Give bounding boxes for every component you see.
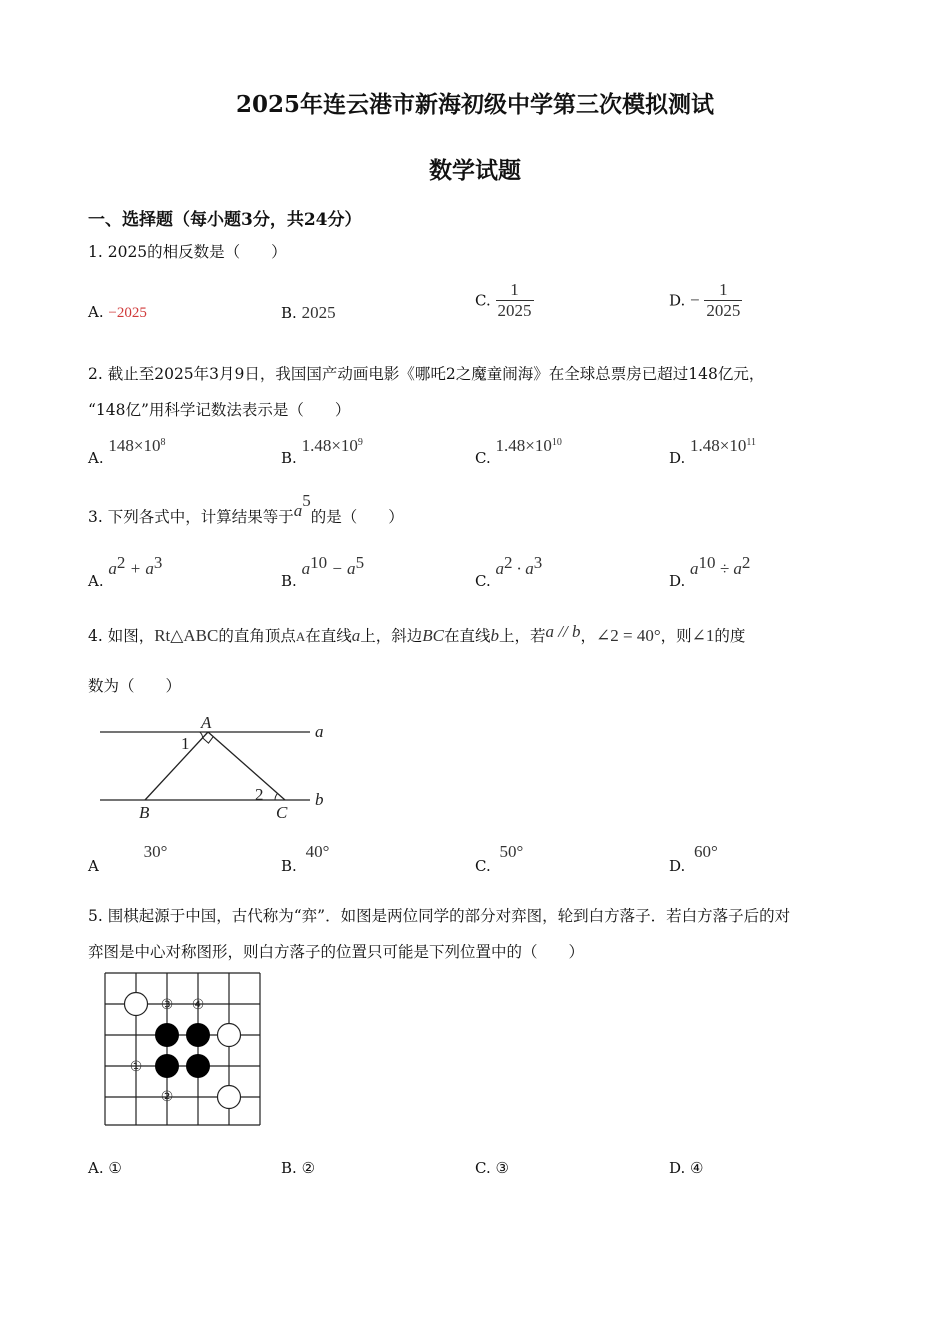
section-heading: 一、选择题（每小题3分，共24分） (88, 210, 362, 230)
denominator: 2025 (706, 301, 741, 320)
parallel-condition: a // b (545, 622, 581, 641)
text: ， (580, 627, 596, 645)
label-A: A (201, 713, 212, 732)
page-subtitle: 数学试题 (429, 157, 521, 184)
q2-option-a-base: 148×10 (108, 436, 161, 455)
q2-option-a (88, 436, 166, 467)
q5-option-b (281, 1159, 315, 1177)
line-b: b (490, 626, 499, 645)
q5-option-b-value: ② (301, 1159, 316, 1177)
black-stone (155, 1054, 179, 1078)
q4-option-b-value: 40° (305, 842, 330, 861)
page-title: 2025年连云港市新海初级中学第三次模拟测试 (235, 91, 714, 118)
option-label: A (88, 857, 99, 875)
q2-option-c-exp: 10 (551, 437, 562, 448)
expr-var: + a (125, 559, 154, 578)
question-3-stem (88, 491, 404, 528)
question-1-stem: 1. 2025的相反数是（ ） (88, 243, 287, 261)
q2-option-d (669, 436, 757, 467)
q3-option-c (475, 553, 543, 590)
option-label: C. (475, 291, 491, 310)
q4-option-c (475, 842, 524, 875)
question-4-line1 (88, 622, 746, 648)
line-a: a (351, 626, 361, 645)
angle-1: ∠1 (691, 626, 715, 645)
option-label: B. (281, 1159, 297, 1177)
q4-option-d (669, 842, 718, 875)
label-angle-2: 2 (255, 785, 264, 804)
angle-1-arc (200, 732, 203, 738)
q2-option-b-base: 1.48×10 (301, 436, 358, 455)
text: 在直线 (305, 627, 352, 645)
q2-option-b-exp: 9 (357, 437, 363, 448)
question-2-line1: 2. 截止至2025年3月9日，我国国产动画电影《哪吒2之魔童闹海》在全球总票房已超过148亿元， (88, 365, 765, 383)
expr-var: a (301, 559, 311, 578)
q3-stem-exp: 5 (302, 491, 311, 510)
expr-var: ÷ a (715, 559, 742, 578)
white-stone (218, 1086, 241, 1109)
q4-option-d-value: 60° (694, 842, 718, 861)
numerator: 1 (510, 280, 519, 299)
q1-option-b (281, 303, 336, 323)
expr-var: a (108, 559, 117, 578)
option-label: C. (475, 449, 491, 467)
q1-option-c (475, 280, 534, 321)
question-5-line2: 弈图是中心对称图形，则白方落子的位置只可能是下列位置中的（ ） (88, 943, 585, 961)
option-label: A. (88, 572, 104, 590)
board-mark-1: ① (129, 1059, 143, 1075)
option-label: D. (669, 449, 686, 467)
white-stone (218, 1024, 241, 1047)
text: 的直角顶点 (218, 627, 296, 645)
option-label: B. (281, 304, 297, 322)
expr-exp: 2 (504, 553, 513, 572)
q5-option-a-value: ① (108, 1159, 122, 1177)
label-C: C (276, 803, 288, 822)
q3-option-b (281, 553, 365, 590)
denominator: 2025 (497, 301, 532, 320)
option-label: D. (669, 857, 686, 875)
q4-option-a-value: 30° (143, 842, 168, 861)
q5-option-d-value: ④ (690, 1159, 704, 1177)
black-stone (155, 1023, 179, 1047)
board-mark-3: ③ (160, 997, 174, 1013)
option-label: D. (669, 572, 686, 590)
text: 上，若 (499, 627, 546, 645)
expr-exp: 2 (741, 553, 751, 572)
expr-var: a (495, 559, 504, 578)
label-line-b: b (315, 790, 324, 809)
q2-option-c (475, 436, 562, 467)
q2-option-c-base: 1.48×10 (495, 436, 552, 455)
text: 在直线 (443, 627, 491, 645)
q4-option-a (88, 842, 168, 875)
q1-option-c-fraction (496, 280, 534, 321)
option-label: A. (88, 1159, 104, 1177)
text: ，则 (660, 627, 692, 645)
numerator: 1 (719, 280, 728, 299)
q4-option-b (281, 842, 330, 875)
text: 上，斜边 (360, 627, 423, 645)
option-label: D. (669, 1159, 686, 1177)
q5-option-c (475, 1159, 509, 1177)
option-label: D. (669, 291, 686, 310)
expr-exp: 10 (698, 553, 716, 572)
expr-exp: 3 (533, 553, 543, 572)
q2-option-b (281, 436, 363, 467)
triangle-name: Rt△ABC (154, 626, 219, 645)
side-bc: BC (422, 626, 444, 645)
q1-option-d (669, 280, 742, 321)
option-label: C. (475, 857, 491, 875)
expr-exp: 10 (310, 553, 328, 572)
q1-option-b-value: 2025 (301, 303, 336, 322)
vertex-a: A (295, 629, 306, 644)
expr-exp: 3 (153, 553, 163, 572)
board-mark-4: ④ (191, 997, 205, 1013)
option-label: B. (281, 449, 297, 467)
question-4-line2: 数为（ ） (88, 677, 182, 695)
q5-go-board-figure (100, 968, 265, 1130)
q3-stem-pre: 3. 下列各式中，计算结果等于 (88, 508, 294, 527)
q3-option-d (669, 553, 751, 590)
q5-option-c-value: ③ (495, 1159, 509, 1177)
q1-option-a-value: −2025 (108, 305, 147, 321)
black-stone (186, 1023, 210, 1047)
q3-stem-post: 的是（ ） (310, 508, 404, 527)
side-ab (145, 732, 208, 800)
q4-option-c-value: 50° (499, 842, 524, 861)
angle-2-arc (275, 793, 278, 800)
angle-2-value: ∠2 = 40° (595, 626, 661, 645)
expr-var: a (690, 559, 699, 578)
q2-option-d-exp: 11 (746, 437, 757, 448)
label-B: B (139, 803, 150, 822)
expr-var: · a (512, 559, 534, 578)
option-label: A. (88, 449, 104, 467)
board-mark-2: ② (160, 1089, 174, 1105)
q1-option-d-fraction (704, 280, 742, 321)
expr-exp: 5 (355, 553, 365, 572)
expr-var: − a (327, 559, 356, 578)
option-label: B. (281, 572, 297, 590)
q2-option-d-base: 1.48×10 (690, 436, 747, 455)
black-stone (186, 1054, 210, 1078)
label-angle-1: 1 (181, 734, 190, 753)
q3-option-a (88, 553, 163, 590)
option-label: C. (475, 572, 491, 590)
right-angle-mark (203, 737, 214, 744)
option-label: C. (475, 1159, 491, 1177)
question-2-line2: “148亿”用科学记数法表示是（ ） (88, 401, 351, 419)
question-5-line1: 5. 围棋起源于中国，古代称为“弈”．如图是两位同学的部分对弈图，轮到白方落子．若白方落子后的对 (88, 907, 791, 925)
option-label: B. (281, 857, 297, 875)
q1-option-a (88, 303, 147, 322)
q3-stem-var: a (293, 501, 303, 521)
option-label: A. (88, 303, 104, 321)
q5-option-a (88, 1159, 122, 1177)
q5-option-d (669, 1159, 704, 1177)
text: 4. 如图， (88, 627, 155, 645)
label-line-a: a (315, 722, 324, 741)
side-ac (208, 732, 285, 800)
minus-sign: − (690, 290, 700, 310)
white-stone (125, 993, 148, 1016)
text: 的度 (714, 627, 746, 645)
q4-triangle-figure (95, 712, 340, 827)
q2-option-a-exp: 8 (160, 437, 166, 448)
expr-exp: 2 (116, 553, 126, 572)
